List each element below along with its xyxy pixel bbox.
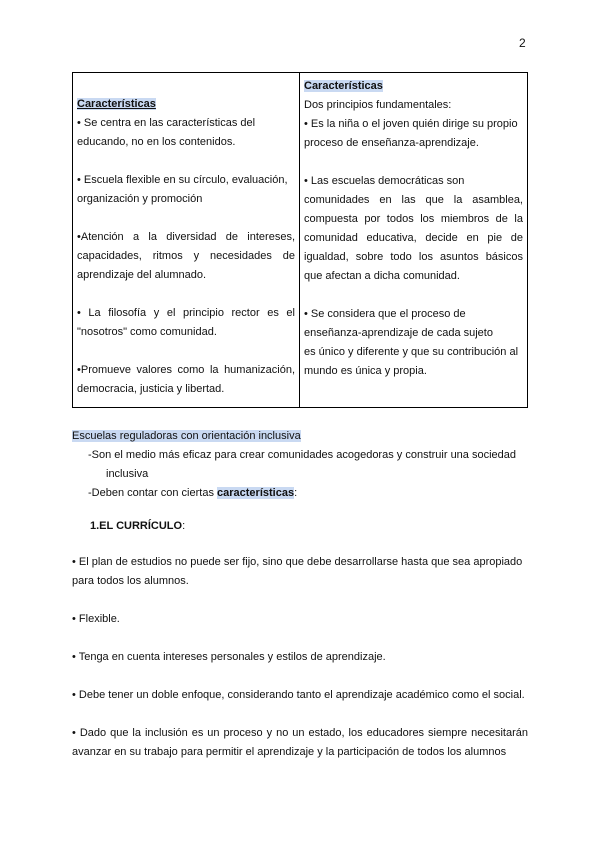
section-line-1-continued: inclusiva — [106, 468, 149, 480]
left-item-2-line-1: • Escuela flexible en su círculo, evaluación, — [77, 174, 288, 186]
table-right-column — [300, 73, 527, 407]
section-title: Escuelas reguladoras con orientación inclusiva — [72, 430, 301, 442]
left-item-5-line-1: •Promueve valores como la humanización, — [77, 364, 295, 376]
bullet-item-4: • Debe tener un doble enfoque, considerando tanto el aprendizaje académico como el social. — [72, 689, 525, 701]
right-item-3-line-2: enseñanza-aprendizaje de cada sujeto — [304, 327, 493, 339]
left-item-4-line-1: • La filosofía y el principio rector es el — [77, 307, 295, 319]
right-column-subtitle: Dos principios fundamentales: — [304, 99, 452, 111]
curriculum-bullet-list — [72, 553, 528, 781]
curriculum-heading — [90, 520, 185, 532]
left-item-1-line-1: • Se centra en las características del — [77, 117, 256, 129]
bullet-item-1: • El plan de estudios no puede ser fijo, sino que debe desarrollarse hasta que sea apropiado para todos los alumnos. — [72, 556, 523, 587]
left-item-3-line-1: •Atención a la diversidad de intereses, — [77, 231, 295, 243]
left-item-5-line-2: democracia, justicia y libertad. — [77, 383, 225, 395]
bullet-item-2: • Flexible. — [72, 613, 120, 625]
right-item-1-line-1: • Es la niña o el joven quién dirige su propio — [304, 118, 518, 130]
right-item-2-line-5: igualdad, sobre todo los asuntos básicos — [304, 251, 523, 263]
section-line-1: -Son el medio más eficaz para crear comunidades acogedoras y construir una sociedad — [88, 449, 517, 461]
right-item-2-line-1: • Las escuelas democráticas son — [304, 175, 465, 187]
table-left-column — [73, 73, 300, 407]
section-line-2 — [72, 484, 528, 503]
curriculum-heading-colon: : — [182, 520, 186, 532]
bullet-item-3: • Tenga en cuenta intereses personales y estilos de aprendizaje. — [72, 651, 386, 663]
right-item-2-line-2: comunidades en las que la asamblea, — [304, 194, 523, 206]
section-line-2-prefix: -Deben contar con ciertas — [88, 487, 218, 499]
curriculum-heading-text: 1.EL CURRÍCULO — [90, 520, 183, 532]
inclusive-schools-section — [72, 427, 528, 503]
right-item-2-line-3: compuesta por todos los miembros de la — [304, 213, 523, 225]
bullet-item-5: • Dado que la inclusión es un proceso y no un estado, los educadores siempre necesitarán avanzar en su trabajo para permitir el aprendizaje y la participación de todos los alumnos — [72, 727, 528, 758]
right-item-3-line-1: • Se considera que el proceso de — [304, 308, 466, 320]
left-item-4-line-2: "nosotros" como comunidad. — [77, 326, 217, 338]
left-item-1-line-2: educando, no en los contenidos. — [77, 136, 236, 148]
right-item-2-line-4: comunidad educativa, decide en pie de — [304, 232, 523, 244]
right-item-1-line-2: proceso de enseñanza-aprendizaje. — [304, 137, 479, 149]
page-number: 2 — [519, 36, 526, 50]
right-item-3-line-4: mundo es única y propia. — [304, 365, 427, 377]
section-line-2-suffix: : — [294, 487, 298, 499]
left-column-title: Características — [77, 98, 156, 110]
left-item-3-line-2: capacidades, ritmos y necesidades de — [77, 250, 295, 262]
comparison-table — [72, 72, 528, 408]
section-line-2-highlight: características — [217, 487, 295, 499]
right-item-2-line-6: que afectan a dicha comunidad. — [304, 270, 460, 282]
left-item-3-line-3: aprendizaje del alumnado. — [77, 269, 207, 281]
left-item-2-line-2: organización y promoción — [77, 193, 203, 205]
right-column-title: Características — [304, 80, 383, 92]
right-item-3-line-3: es único y diferente y que su contribución al — [304, 346, 519, 358]
